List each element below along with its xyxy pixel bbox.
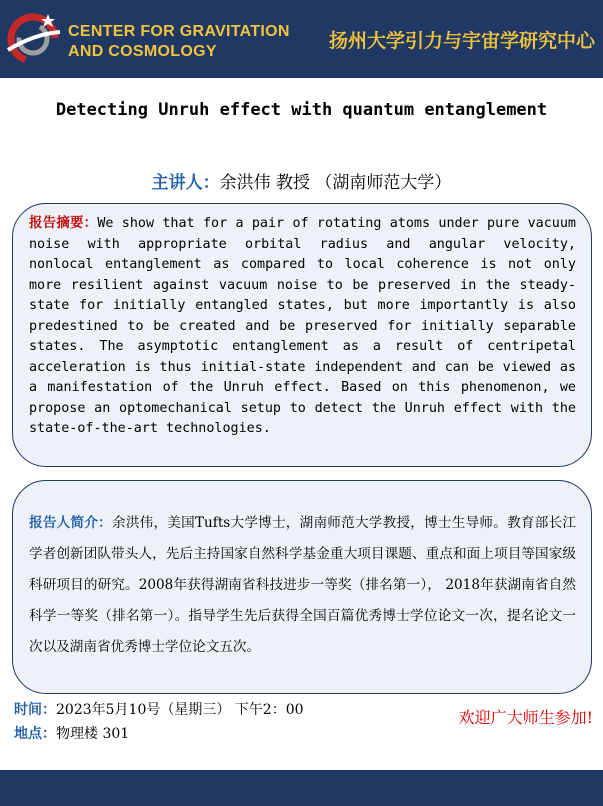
place-line — [14, 723, 129, 743]
place-value: 物理楼 301 — [56, 726, 130, 742]
center-name-en — [68, 22, 290, 62]
place-label: 地点： — [14, 726, 56, 742]
time-value: 2023年5月10号（星期三） 下午2：00 — [56, 702, 304, 718]
talk-title: Detecting Unruh effect with quantum entanglement — [55, 100, 548, 120]
speaker-line — [0, 168, 603, 193]
abstract-label: 报告摘要： — [29, 215, 98, 231]
bio-body: 余洪伟，美国Tufts大学博士，湖南师范大学教授，博士生导师。教育部长江学者创新团队带头人，先后主持国家自然科学基金重大项目课题、重点和面上项目等国家级科研项目的研究。2008年获得湖南省科技进步一等奖（排名第一）， 2018年获湖南省自然科学一等奖（排名第一）。指导学生先后获得全国百篇优秀博士学位论文一次，提名论文一次以及湖南省优秀博士学位论文五次。 — [29, 515, 576, 655]
welcome-text: 欢迎广大师生参加! — [458, 708, 593, 727]
header-banner — [0, 0, 603, 78]
center-name-line1: CENTER FOR GRAVITATION — [68, 23, 290, 40]
center-logo-icon — [4, 10, 62, 68]
speaker-label: 主讲人： — [151, 173, 220, 193]
center-name-cn: 扬州大学引力与宇宙学研究中心 — [328, 30, 595, 52]
bio-text — [29, 508, 576, 663]
speaker-name: 余洪伟 教授 （湖南师范大学） — [219, 173, 452, 193]
time-line — [14, 699, 304, 719]
center-name-line2: AND COSMOLOGY — [68, 43, 217, 60]
abstract-text — [29, 213, 576, 440]
bio-label: 报告人简介： — [29, 515, 112, 531]
time-label: 时间： — [14, 702, 56, 718]
abstract-body: We show that for a pair of rotating atoms under pure vacuum noise with appropriate orbital radius and angular velocity, nonlocal entanglement as compared to local coherence is not only more resilient against vacuum noise to be preserved in the steady-state for initially entangled states, but more importantly is also predestined to be created and be preserved for initially separable states. The asymptotic entanglement as a result of centripetal acceleration is thus initial-state independent and can be viewed as a manifestation of the Unruh effect. Based on this phenomenon, we propose an optomechanical setup to detect the Unruh effect with the state-of-the-art technologies. — [29, 216, 576, 436]
footer-banner — [0, 770, 603, 806]
